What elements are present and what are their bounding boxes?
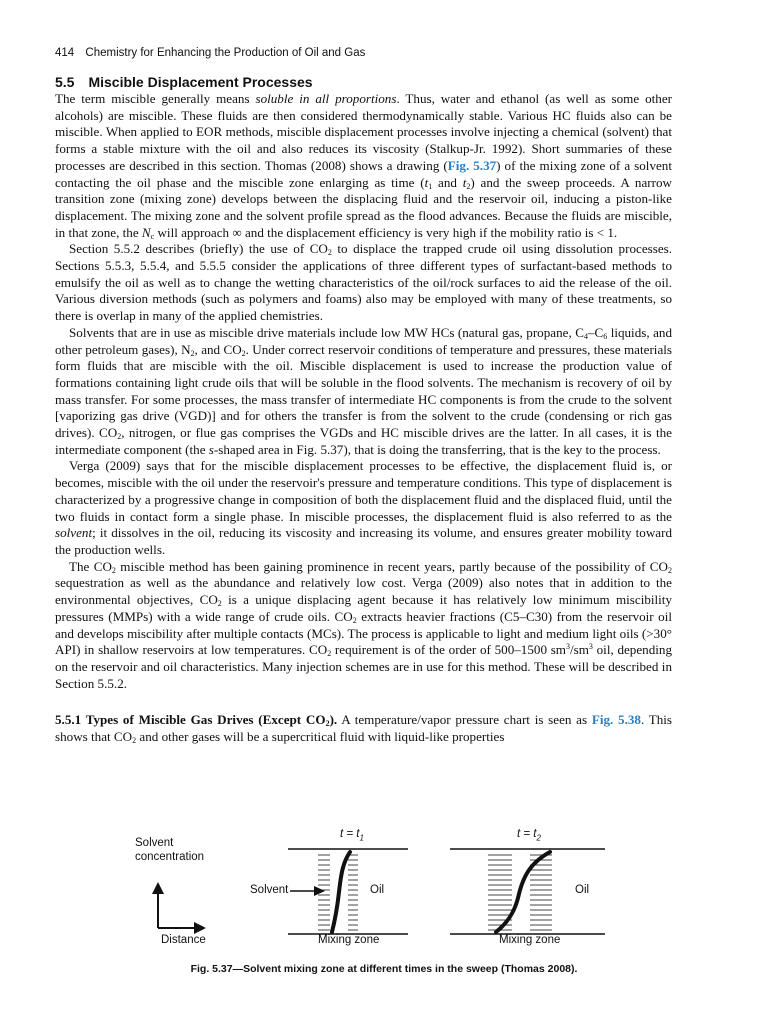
paragraph-3: Solvents that are in use as miscible drive materials include low MW HCs (natural gas, propane, $C_4-C_6$ liquids, and other petroleum gases), $N_2$, and $CO_2$. Under correct reservoir conditions of temperature and pressures, these materials form fluids that are miscible with the oil. Miscible displacement is used to increase the production value of formations containing light crude oils that will be soluble in the flood solvents. The mechanism is recovery of oil by mass transfer. For some processes, the mass transfer of intermediate HC components is from the crude to the solvent [vaporizing gas drive (VGD)] and for others the transfer is from the solvent to the crude (condensing or rich gas drives). $CO_2$, nitrogen, or flue gas comprises the VGDs and HC miscible drives are the latter. In all cases, it is the intermediate component (the s-shaped area in Fig. 5.37), that is doing the transferring, that is the key to the process. [55,324,672,457]
solvent-label: Solvent [250,884,289,896]
running-header [55,47,365,59]
s-curve-icon [332,852,350,932]
section-title: Miscible Displacement Processes [88,74,313,90]
paragraph-4: Verga (2009) says that for the miscible displacement processes to be effective, the displacement fluid is, or becomes, miscible with the oil under the reservoir's pressure and temperature conditions. This type of displacement is characterized by a progressive change in composition of both the displacement fluid and the displaced fluid, until the two fluids in contact form a single phase. In miscible processes, the displacement fluid is also referred to as the solvent; it dissolves in the oil, reducing its viscosity and increasing its volume, and ensures greater mobility toward the production wells. [55,458,672,557]
page-number: 414 [55,47,75,59]
section-heading [55,74,313,90]
panel-2-time-label: $t = t_2$ [517,828,541,843]
book-title: Chemistry for Enhancing the Production of Oil and Gas [85,47,366,59]
figure-link[interactable]: Fig. 5.37 [447,157,497,173]
figure-link[interactable]: Fig. 5.38 [591,712,641,728]
subsection-heading: 5.5.1 Types of Miscible Gas Drives (Except CO [55,712,326,728]
y-axis-label-line-1: Solvent [135,837,174,849]
mixing-zone-label-2: Mixing zone [499,934,561,946]
axes-icon [152,882,206,934]
section-number: 5.5 [55,74,75,90]
y-axis-label-line-2: concentration [135,851,205,863]
body-text [55,91,672,746]
subsection-paragraph: 5.5.1 Types of Miscible Gas Drives (Except $CO_2$). A temperature/vapor pressure chart is seen as Fig. 5.38. This shows that $CO_2$ and other gases will be a supercritical fluid with liquid-like properties [55,712,673,746]
x-axis-label: Distance [161,934,206,946]
paragraph-5: The $CO_2$ miscible method has been gaining prominence in recent years, partly because of the possibility of $CO_2$ sequestration as well as the abundance and relatively low cost. Verga (2009) also notes that in addition to the environmental objectives, $CO_2$ is a unique displacing agent because it has relatively low minimum miscibility pressures (MMPs) with a wide range of crude oils. $CO_2$ extracts heavier fractions (C5–C30) from the reservoir oil and develops miscibility after multiple contacts (MCs). The process is applicable to light and medium light oils (>30° API) in shallow reservoirs at low temperatures. $CO_2$ requirement is of the order of 500–1500 $sm^3/sm^3$ oil, depending on the reservoir and oil characteristics. Many injection schemes are in use for this method. These will be described in Section 5.5.2. [55,558,673,691]
paragraph-1: The term miscible generally means soluble in all proportions. Thus, water and ethanol (as well as some other alcohols) are miscible. These fluids are then considered thermodynamically stable. Various HC fluids also can be miscible. When applied to EOR methods, miscible displacement processes involve injecting a chemical (solvent) that forms a stable mixture with the oil and also reduces its viscosity (Stalkup-Jr. 1992). Short summaries of these processes are described in this section. Thomas (2008) shows a drawing (Fig. 5.37) of the mixing zone of a solvent contacting the oil phase and the miscible zone enlarging as time ($t_1$ and $t_2$) and the sweep proceeds. A narrow transition zone (mixing zone) develops between the displacing fluid and the reservoir oil, inducing a piston-like displacement. The mixing zone and the solvent profile spread as the flood advances. Because the fluids are miscible, in that zone, the $N_c$ will approach ∞ and the displacement efficiency is very high if the mobility ratio is < 1. [55,91,672,241]
paragraph-2: Section 5.5.2 describes (briefly) the use of $CO_2$ to displace the trapped crude oil using dissolution processes. Sections 5.5.3, 5.5.4, and 5.5.5 consider the applications of three different types of surfactant-based methods to emulsify the oil as well as to change the wetting characteristics of the oil/rock surfaces to aid the release of the oil. Various diversion methods (such as polymers and foams) also may be employed with many of these treatments, so there is overlap in many of the applied chemistries. [55,241,673,324]
oil-label-1: Oil [370,884,385,896]
panel-1-time-label: $t = t_1$ [340,828,364,843]
mixing-zone-label-1: Mixing zone [318,934,380,946]
oil-label-2: Oil [575,884,590,896]
figure-caption: Fig. 5.37—Solvent mixing zone at different times in the sweep (Thomas 2008). [190,963,578,975]
panel-1 [288,849,408,934]
